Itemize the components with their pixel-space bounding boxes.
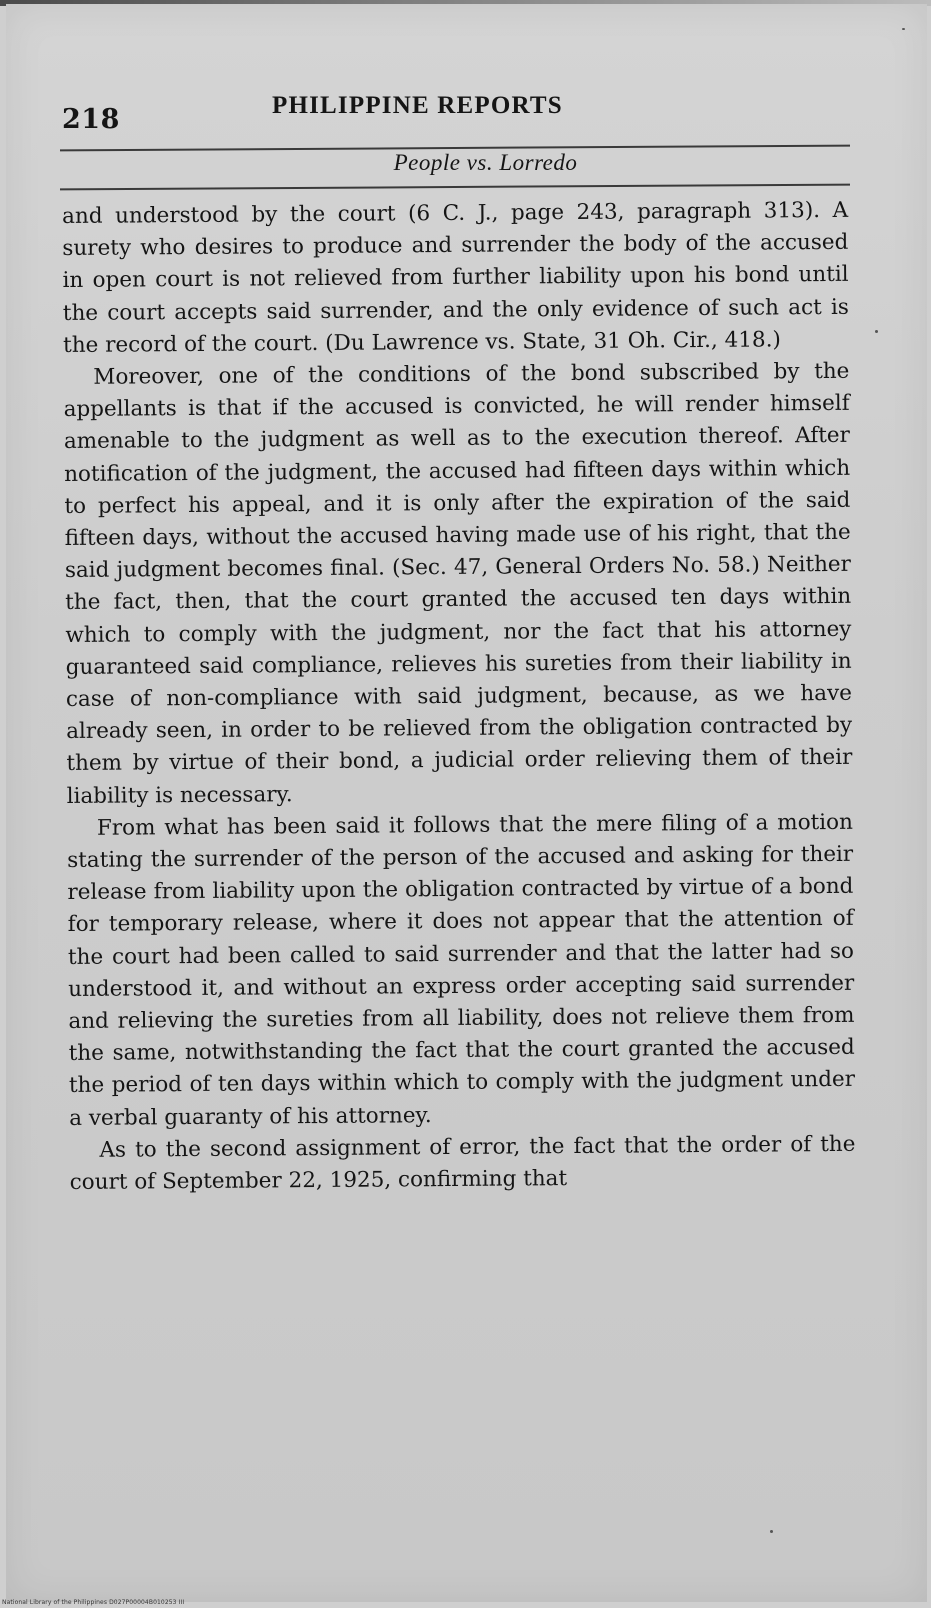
page-header (62, 86, 852, 136)
page-number: 218 (62, 104, 120, 135)
running-title: PHILIPPINE REPORTS (272, 92, 563, 119)
case-title: People vs. Lorredo (393, 150, 578, 175)
paragraph-1: and understood by the court (6 C. J., page 243, paragraph 313). A surety who desires to produce and surrender the body of the accused in open court is not relieved from further liability upon his bond until the court accepts said surrender, and the only evidence of such act is the record of the court. (Du Lawrence vs. State, 31 Oh. Cir., 418.) (62, 197, 849, 358)
paragraph-4: As to the second assignment of error, the fact that the order of the court of September 22, 1925, confirming that (69, 1131, 856, 1196)
paragraph-3: From what has been said it follows that the mere filing of a motion stating the surrender of the person of the accused and asking for their release from liability upon the obligation contracted by virtue of a bond for temporary release, where it does not appear that the attention of the court had been called to said surrender and that the latter had so understood it, and without an express order accepting said surrender and relieving the sureties from all liability, does not relieve them from the same, notwithstanding the fact that the court granted the accused the period of ten days within which to comply with the judgment under a verbal guaranty of his attorney. (67, 809, 856, 1131)
body-text (62, 195, 856, 1199)
paragraph-2: Moreover, one of the conditions of the bond subscribed by the appellants is that if the accused is convicted, he will render himself amenable to the judgment as well as to the execution thereof. After notification of the judgment, the accused had fifteen days within which to perfect his appeal, and it is only after the expiration of the said fifteen days, without the accused having made use of his right, that the said judgment becomes final. (Sec. 47, General Orders No. 58.) Neither the fact, then, that the court granted the accused ten days within which to comply with the judgment, nor the fact that his attorney guaranteed said compliance, relieves his sureties from their liability in case of non-compliance with said judgment, because, as we have already seen, in order to be relieved from the obligation contracted by them by virtue of their bond, a judicial order relieving them of their liability is necessary. (63, 358, 853, 809)
scan-speck (902, 28, 905, 30)
scan-speck (875, 330, 878, 333)
scan-credit: National Library of the Philippines D027P00004B010253 III (2, 1599, 185, 1606)
scan-speck (770, 1530, 773, 1533)
